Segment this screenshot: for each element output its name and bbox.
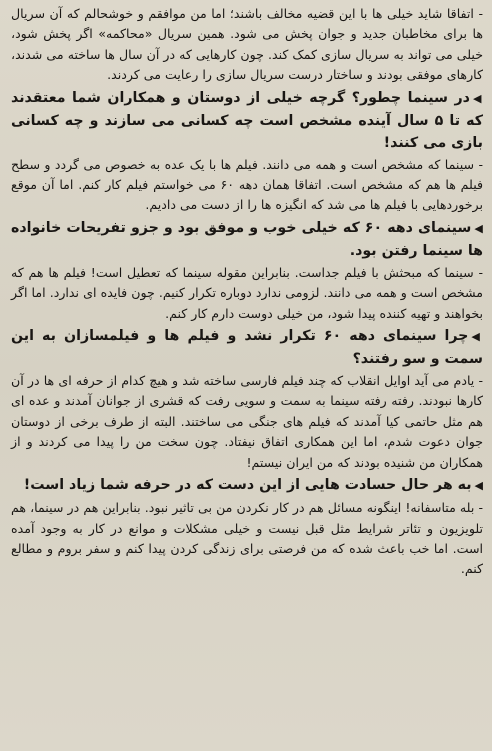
bullet-icon: ◀ [474,479,483,493]
question-heading: ◀چرا سینمای دهه ۶۰ تکرار نشد و فیلم ها و فیلمسازان به این سمت و سو رفتند؟ [11,328,483,368]
question-heading: ◀سینمای دهه ۶۰ که خیلی خوب و موفق بود و جزو تفریحات خانواده ها سینما رفتن بود. [11,219,483,259]
question-heading: ◀در سینما چطور؟ گرچه خیلی از دوستان و همکاران شما معتقدند که تا ۵ سال آینده مشخص است چه کسانی می سازند و چه کسانی بازی می کنند! [11,89,483,151]
answer-paragraph: - بله متاسفانه! اینگونه مسائل هم در کار نکردن من بی تاثیر نبود. بنابراین هم در سینما، هم تلویزیون و تئاتر شرایط مثل قبل نیست و خیلی مشکلات و موانع در کار به وجود آمده است. اما خب باعث شده که من فرصتی برای زندگی کردن پیدا کنم و سفر بروم و مطالع کنم. [11,500,483,577]
bullet-icon: ◀ [472,91,483,105]
bullet-icon: ◀ [471,330,483,344]
answer-paragraph: - سینما که مبحثش با فیلم جداست. بنابراین مقوله سینما که تعطیل است! فیلم ها هم که مشخص است و همه می دانند. لزومی ندارد دوباره تکرار کنیم. چون فایده ای ندارد. اما اگر بخواهند و تهیه کننده پیدا شود، من خیلی دوست دارم کار کنم. [11,264,483,321]
answer-paragraph: - سینما که مشخص است و همه می دانند. فیلم ها با یک عده به خصوص می گردد و سطح فیلم ها هم که مشخص است. اتفاقا همان دهه ۶۰ می خواستم فیلم کار کنم. اما آن موقع برخوردهایی با فیلم ها می شد که انگیزه ها را از دست می دادیم. [11,156,484,213]
answer-paragraph: - اتفاقا شاید خیلی ها با این قضیه مخالف باشند؛ اما من موافقم و خوشحالم که آن سریال ها برای مخاطبان جدید و جوان پخش می شود. همین سریال «محاکمه» اگر پخش شود، خیلی می تواند به سریال سازی کمک کند. چون کارهایی که در آن سال ها ساخته می شدند، کارهای موفقی بودند و ساختار درست سریال سازی را رعایت می کردند. [11,6,483,83]
answer-paragraph: - یادم می آید اوایل انقلاب که چند فیلم فارسی ساخته شد و هیچ کدام از حرفه ای ها در آن کارها نبودند. رفته رفته سینما به سمت و سویی رفت که قشری از جوانان آمدند و عده ای هم مثل حاتمی کیا آمدند که فیلم های جنگی می ساختند. البته از طرف برخی از دوستان جوان دعوت شدم، اما این همکاری اتفاق نیفتاد. چون سخت من را پیدا می کردند و از همکاران من شنیده بودند که من ایران نیستم! [11,373,483,470]
question-heading: ◀به هر حال حسادت هایی از این دست که در حرفه شما زیاد است! [23,477,483,494]
bullet-icon: ◀ [474,221,483,235]
